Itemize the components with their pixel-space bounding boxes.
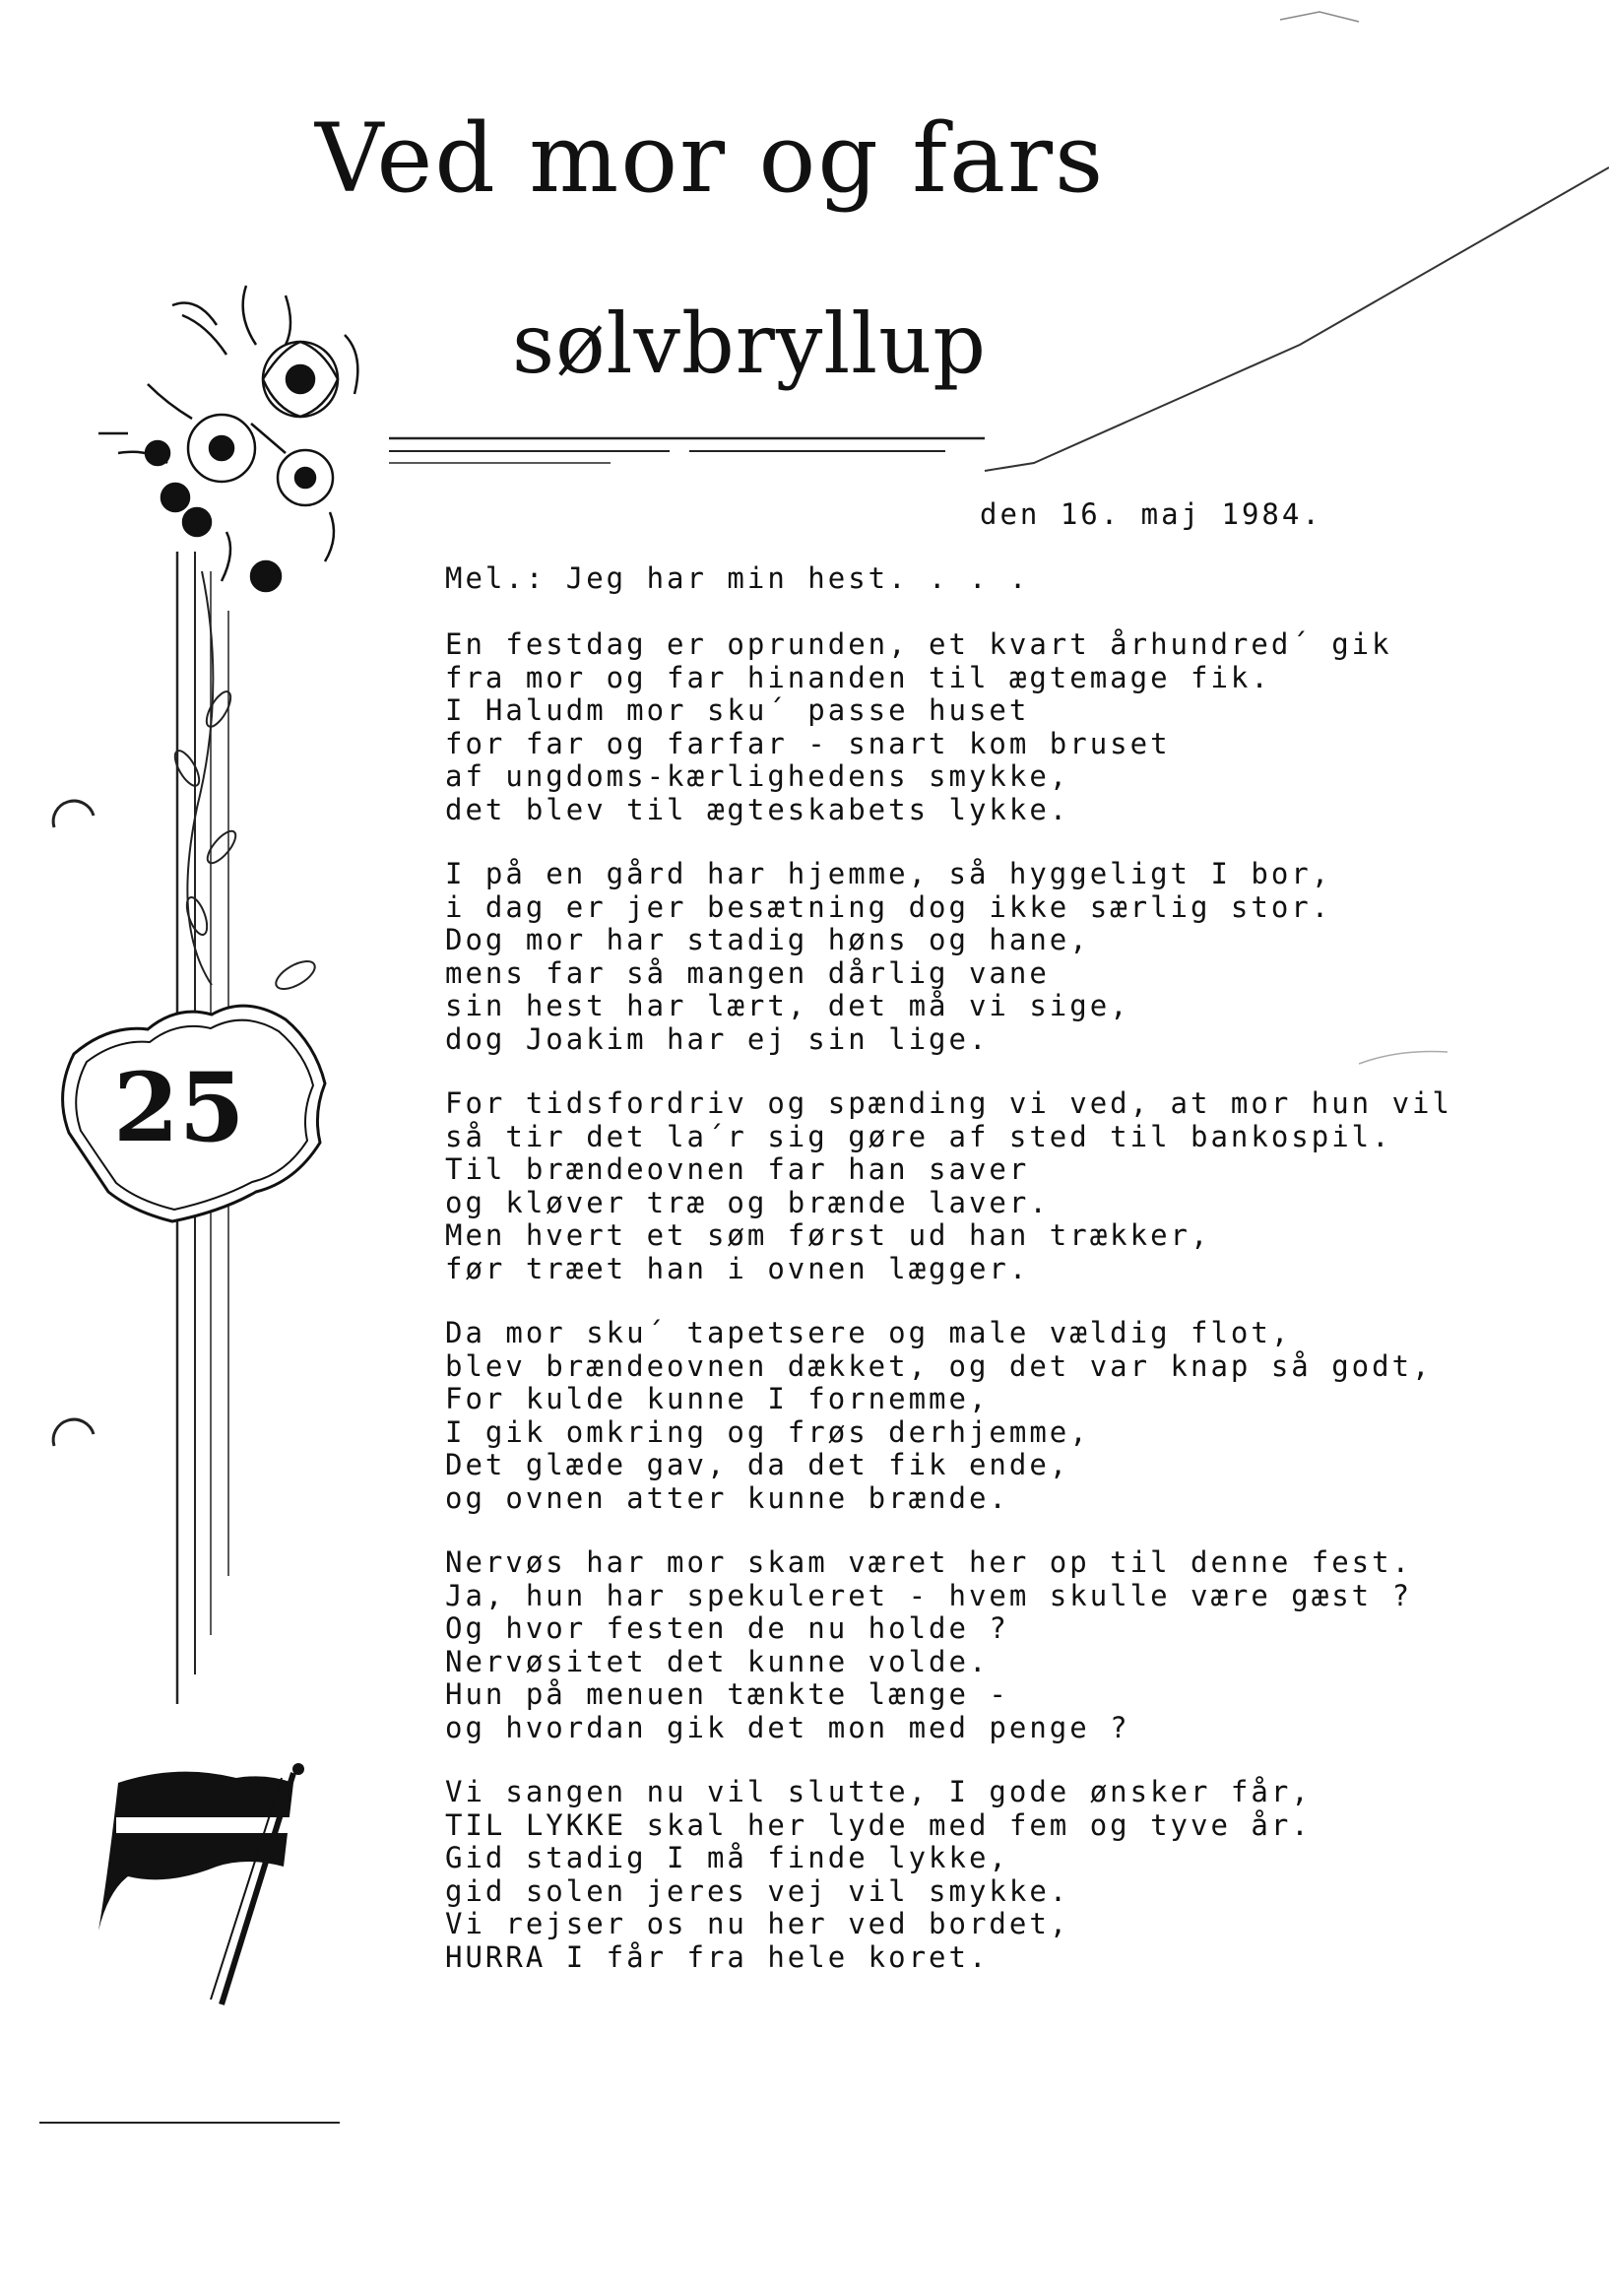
verse-line: HURRA I får fra hele koret. [445,1939,990,1974]
verse-line: Hun på menuen tænkte længe - [445,1677,1009,1711]
badge-number: 25 [113,1052,245,1163]
verse-line: af ungdoms-kærlighedens smykke, [445,759,1070,793]
verse-2 [445,858,1509,1056]
verse-line: I Haludm mor sku´ passe huset [445,693,1030,727]
verse-line: Nervøs har mor skam været her op til denne fest. [445,1545,1413,1579]
verse-3 [445,1087,1509,1285]
verse-line: det blev til ægteskabets lykke. [445,792,1070,826]
verse-1 [445,628,1509,826]
verse-line: gid solen jeres vej vil smykke. [445,1873,1070,1908]
verse-line: I gik omkring og frøs derhjemme, [445,1414,1090,1449]
verse-line: Det glæde gav, da det fik ende, [445,1448,1070,1481]
verse-line: fra mor og far hinanden til ægtemage fik. [445,660,1271,694]
verses [445,628,1509,2005]
verse-line: Og hvor festen de nu holde ? [445,1611,1009,1645]
verse-line: og kløver træ og brænde laver. [445,1185,1050,1219]
binder-hole [53,801,94,827]
verse-line: sin hest har lært, det må vi sige, [445,989,1130,1022]
verse-line: I på en gård har hjemme, så hyggeligt I bor, [445,857,1332,890]
verse-line: i dag er jer besætning dog ikke særlig stor. [445,889,1332,924]
verse-line: Gid stadig I må finde lykke, [445,1841,1009,1874]
verse-line: Da mor sku´ tapetsere og male vældig flot, [445,1316,1292,1349]
verse-line: Men hvert et søm først ud han trækker, [445,1218,1211,1252]
verse-4 [445,1317,1509,1515]
verse-line: Til brændeovnen far han saver [445,1152,1030,1186]
verse-line: For kulde kunne I fornemme, [445,1382,990,1415]
danish-flag-icon [40,1763,304,2004]
verse-line: En festdag er oprunden, et kvart århundred´ gik [445,627,1392,661]
verse-line: Ja, hun har spekuleret - hvem skulle være gæst ? [445,1578,1413,1612]
verse-line: for far og farfar - snart kom bruset [445,726,1171,760]
date-line: den 16. maj 1984. [980,497,1322,531]
page-subtitle: sølvbryllup [512,295,987,392]
verse-line: Nervøsitet det kunne volde. [445,1644,990,1678]
verse-line: og ovnen atter kunne brænde. [445,1480,1009,1515]
verse-line: blev brændeovnen dækket, og det var knap så godt, [445,1348,1433,1383]
verse-line: og hvordan gik det mon med penge ? [445,1710,1130,1744]
page-title: Ved mor og fars [315,103,1106,214]
verse-5 [445,1546,1509,1744]
melody-line: Mel.: Jeg har min hest. . . . [445,561,1030,595]
verse-line: For tidsfordriv og spænding vi ved, at mor hun vil [445,1086,1452,1120]
verse-line: dog Joakim har ej sin lige. [445,1021,990,1056]
verse-line: Vi sangen nu vil slutte, I gode ønsker får, [445,1775,1312,1808]
flower-bouquet-icon [98,286,357,591]
verse-6 [445,1776,1509,1974]
verse-line: mens far så mangen dårlig vane [445,955,1050,990]
verse-line: TIL LYKKE skal her lyde med fem og tyve år. [445,1807,1312,1842]
verse-line: før træet han i ovnen lægger. [445,1251,1030,1285]
verse-line: Dog mor har stadig høns og hane, [445,923,1090,956]
binder-hole [53,1419,94,1446]
verse-line: Vi rejser os nu her ved bordet, [445,1907,1070,1940]
verse-line: så tir det la´r sig gøre af sted til bankospil. [445,1119,1392,1153]
